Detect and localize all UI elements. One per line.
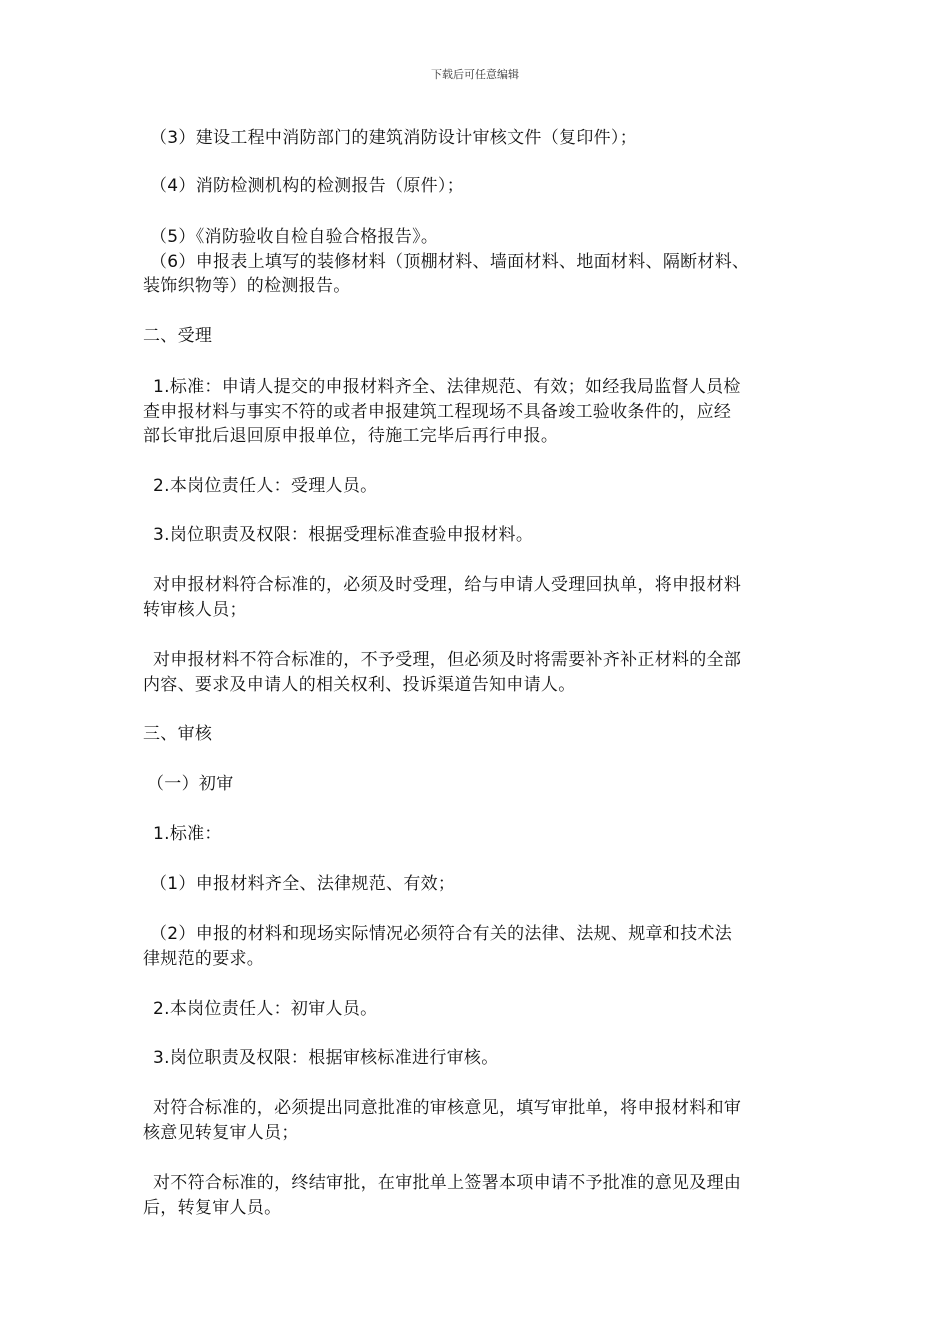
paragraph-responsible-2: 2.本岗位责任人：初审人员。 — [153, 999, 378, 1019]
list-item-6: （6）申报表上填写的装修材料（顶棚材料、墙面材料、地面材料、隔断材料、 — [150, 252, 750, 272]
paragraph-standard: 1.标准：申请人提交的申报材料齐全、法律规范、有效；如经我局监督人员检 — [153, 377, 741, 397]
paragraph-accept-ok: 对申报材料符合标准的，必须及时受理，给与申请人受理回执单，将申报材料 — [153, 575, 742, 595]
paragraph-standard-2: 1.标准： — [153, 824, 222, 844]
paragraph-standard-l3: 部长审批后退回原申报单位，待施工完毕后再行申报。 — [143, 426, 559, 446]
list-item-4: （4）消防检测机构的检测报告（原件）； — [150, 176, 465, 196]
paragraph-review-ok: 对符合标准的，必须提出同意批准的审核意见，填写审批单，将申报材料和审 — [153, 1098, 742, 1118]
paragraph-accept-reject: 对申报材料不符合标准的，不予受理，但必须及时将需要补齐补正材料的全部 — [153, 650, 742, 670]
paragraph-accept-reject-l2: 内容、要求及申请人的相关权利、投诉渠道告知申请人。 — [143, 675, 576, 695]
section-heading-review: 三、审核 — [143, 724, 213, 744]
paragraph-accept-ok-l2: 转审核人员； — [143, 600, 247, 620]
subsection-heading-initial: （一）初审 — [147, 774, 234, 794]
paragraph-standard-l2: 查申报材料与事实不符的或者申报建筑工程现场不具备竣工验收条件的，应经 — [143, 402, 732, 422]
list-item-2: （2）申报的材料和现场实际情况必须符合有关的法律、法规、规章和技术法 — [150, 924, 733, 944]
paragraph-review-ok-l2: 核意见转复审人员； — [143, 1123, 299, 1143]
list-item-5: （5）《消防验收自检自验合格报告》。 — [150, 227, 439, 247]
paragraph-responsible: 2.本岗位责任人：受理人员。 — [153, 476, 378, 496]
paragraph-duties-2: 3.岗位职责及权限：根据审核标准进行审核。 — [153, 1048, 499, 1068]
section-heading-accept: 二、受理 — [143, 326, 213, 346]
list-item-2-cont: 律规范的要求。 — [143, 949, 265, 969]
paragraph-review-reject-l2: 后，转复审人员。 — [143, 1198, 282, 1218]
paragraph-review-reject: 对不符合标准的，终结审批，在审批单上签署本项申请不予批准的意见及理由 — [153, 1173, 742, 1193]
list-item-1: （1）申报材料齐全、法律规范、有效； — [150, 874, 456, 894]
list-item-3: （3）建设工程中消防部门的建筑消防设计审核文件（复印件）； — [150, 128, 638, 148]
paragraph-duties: 3.岗位职责及权限：根据受理标准查验申报材料。 — [153, 525, 534, 545]
page-header: 下载后可任意编辑 — [431, 68, 519, 81]
list-item-6-cont: 装饰织物等）的检测报告。 — [143, 276, 351, 296]
